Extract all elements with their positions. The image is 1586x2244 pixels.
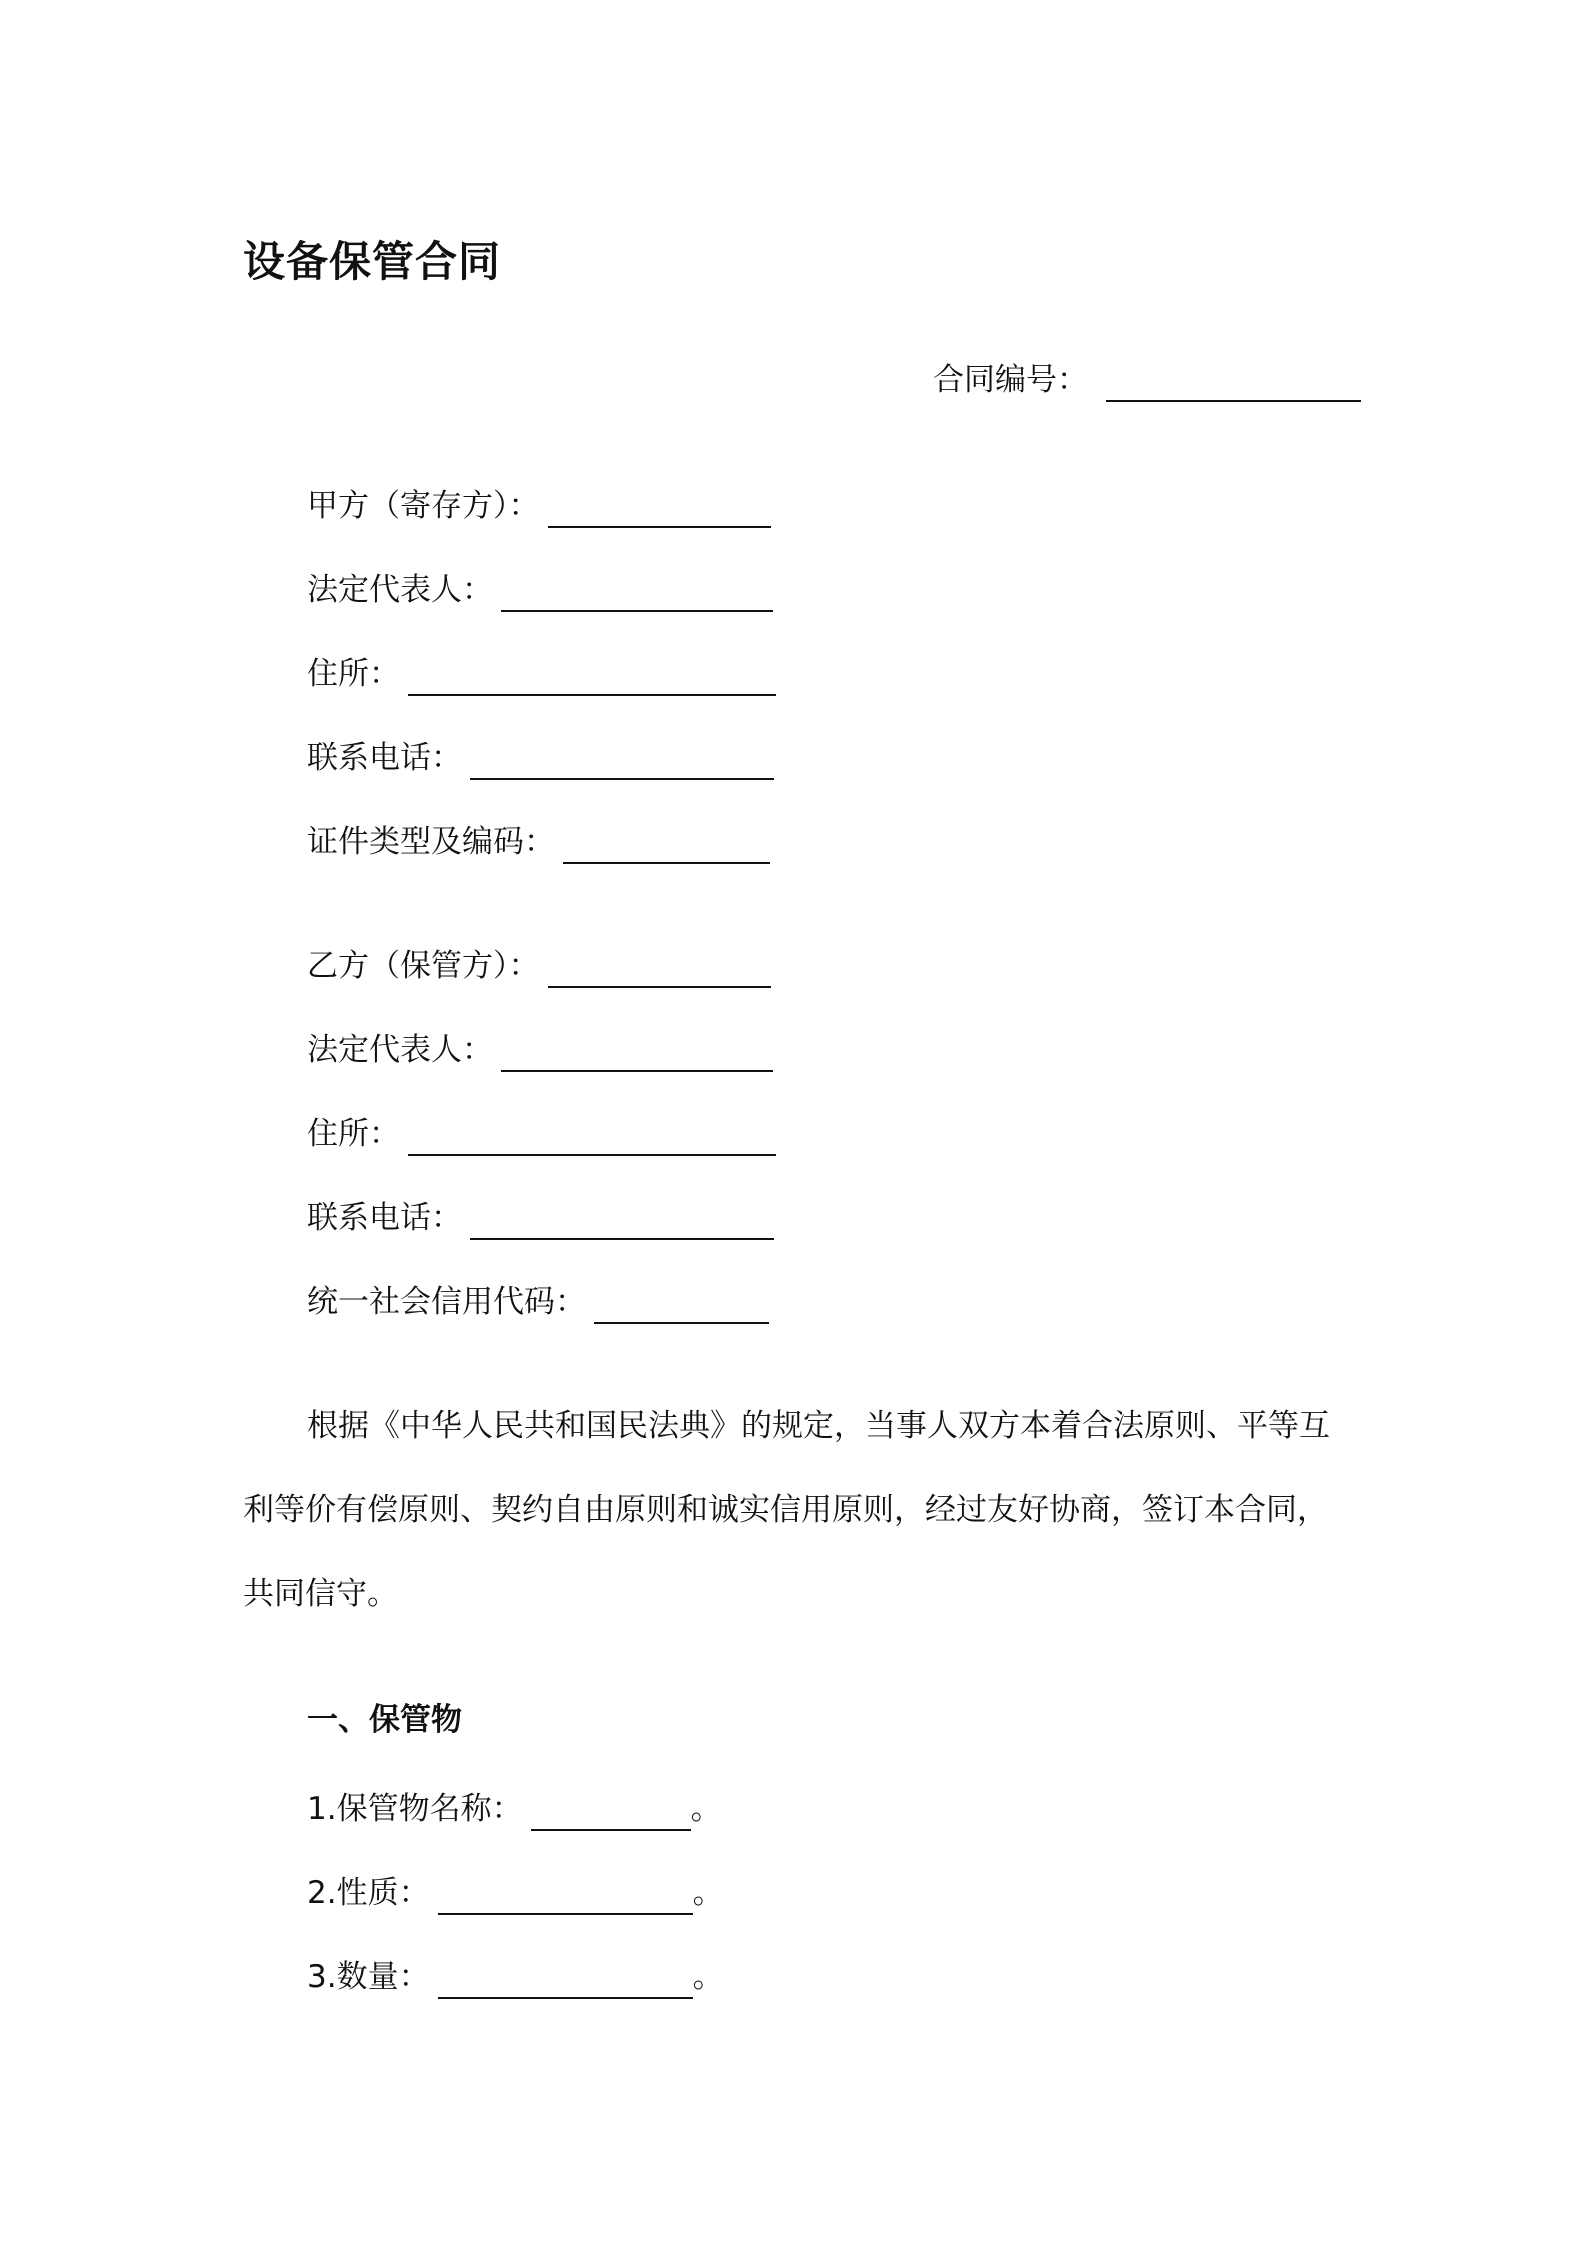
item-suffix: 。	[690, 1791, 722, 1827]
item-label: 1.保管物名称：	[307, 1791, 523, 1827]
party-a-phone-row	[307, 736, 774, 780]
contract-number-blank[interactable]	[1106, 360, 1361, 402]
party-a-name-blank[interactable]	[548, 486, 771, 528]
field-label: 乙方（保管方）：	[307, 948, 540, 984]
item-label: 3.数量：	[307, 1959, 430, 1995]
party-a-name-row	[307, 484, 771, 528]
field-label: 法定代表人：	[307, 572, 493, 608]
preamble-line: 根据《中华人民共和国民法典》的规定，当事人双方本着合法原则、平等互	[307, 1408, 1330, 1444]
field-label: 住所：	[307, 1116, 400, 1152]
party-b-credit-code-row	[307, 1280, 769, 1324]
party-a-representative-row	[307, 568, 773, 612]
item-name-blank[interactable]	[531, 1789, 691, 1831]
item-nature-blank[interactable]	[438, 1873, 693, 1915]
field-label: 联系电话：	[307, 1200, 462, 1236]
item-quantity-blank[interactable]	[438, 1957, 693, 1999]
party-a-phone-blank[interactable]	[470, 738, 774, 780]
field-label: 统一社会信用代码：	[307, 1284, 586, 1320]
party-a-address-blank[interactable]	[408, 654, 776, 696]
party-b-name-row	[307, 944, 771, 988]
party-b-address-blank[interactable]	[408, 1114, 776, 1156]
item-suffix: 。	[692, 1959, 724, 1995]
party-b-representative-row	[307, 1028, 773, 1072]
section-heading: 一、保管物	[307, 1702, 462, 1738]
preamble-line: 共同信守。	[243, 1576, 398, 1612]
preamble-line: 利等价有偿原则、契约自由原则和诚实信用原则，经过友好协商，签订本合同，	[243, 1492, 1328, 1528]
contract-number-label: 合同编号：	[933, 362, 1088, 398]
party-a-id-blank[interactable]	[563, 822, 770, 864]
party-a-address-row	[307, 652, 776, 696]
field-label: 联系电话：	[307, 740, 462, 776]
field-label: 法定代表人：	[307, 1032, 493, 1068]
party-b-phone-row	[307, 1196, 774, 1240]
item-nature-row	[307, 1871, 724, 1915]
field-label: 住所：	[307, 656, 400, 692]
field-label: 甲方（寄存方）：	[307, 488, 540, 524]
party-b-credit-code-blank[interactable]	[594, 1282, 769, 1324]
party-a-id-row	[307, 820, 770, 864]
contract-number-row	[933, 358, 1361, 402]
party-a-representative-blank[interactable]	[501, 570, 773, 612]
party-b-address-row	[307, 1112, 776, 1156]
party-b-phone-blank[interactable]	[470, 1198, 774, 1240]
item-name-row	[307, 1787, 722, 1831]
field-label: 证件类型及编码：	[307, 824, 555, 860]
page-title: 设备保管合同	[243, 237, 502, 286]
item-label: 2.性质：	[307, 1875, 430, 1911]
item-suffix: 。	[692, 1875, 724, 1911]
party-b-representative-blank[interactable]	[501, 1030, 773, 1072]
party-b-name-blank[interactable]	[548, 946, 771, 988]
item-quantity-row	[307, 1955, 724, 1999]
